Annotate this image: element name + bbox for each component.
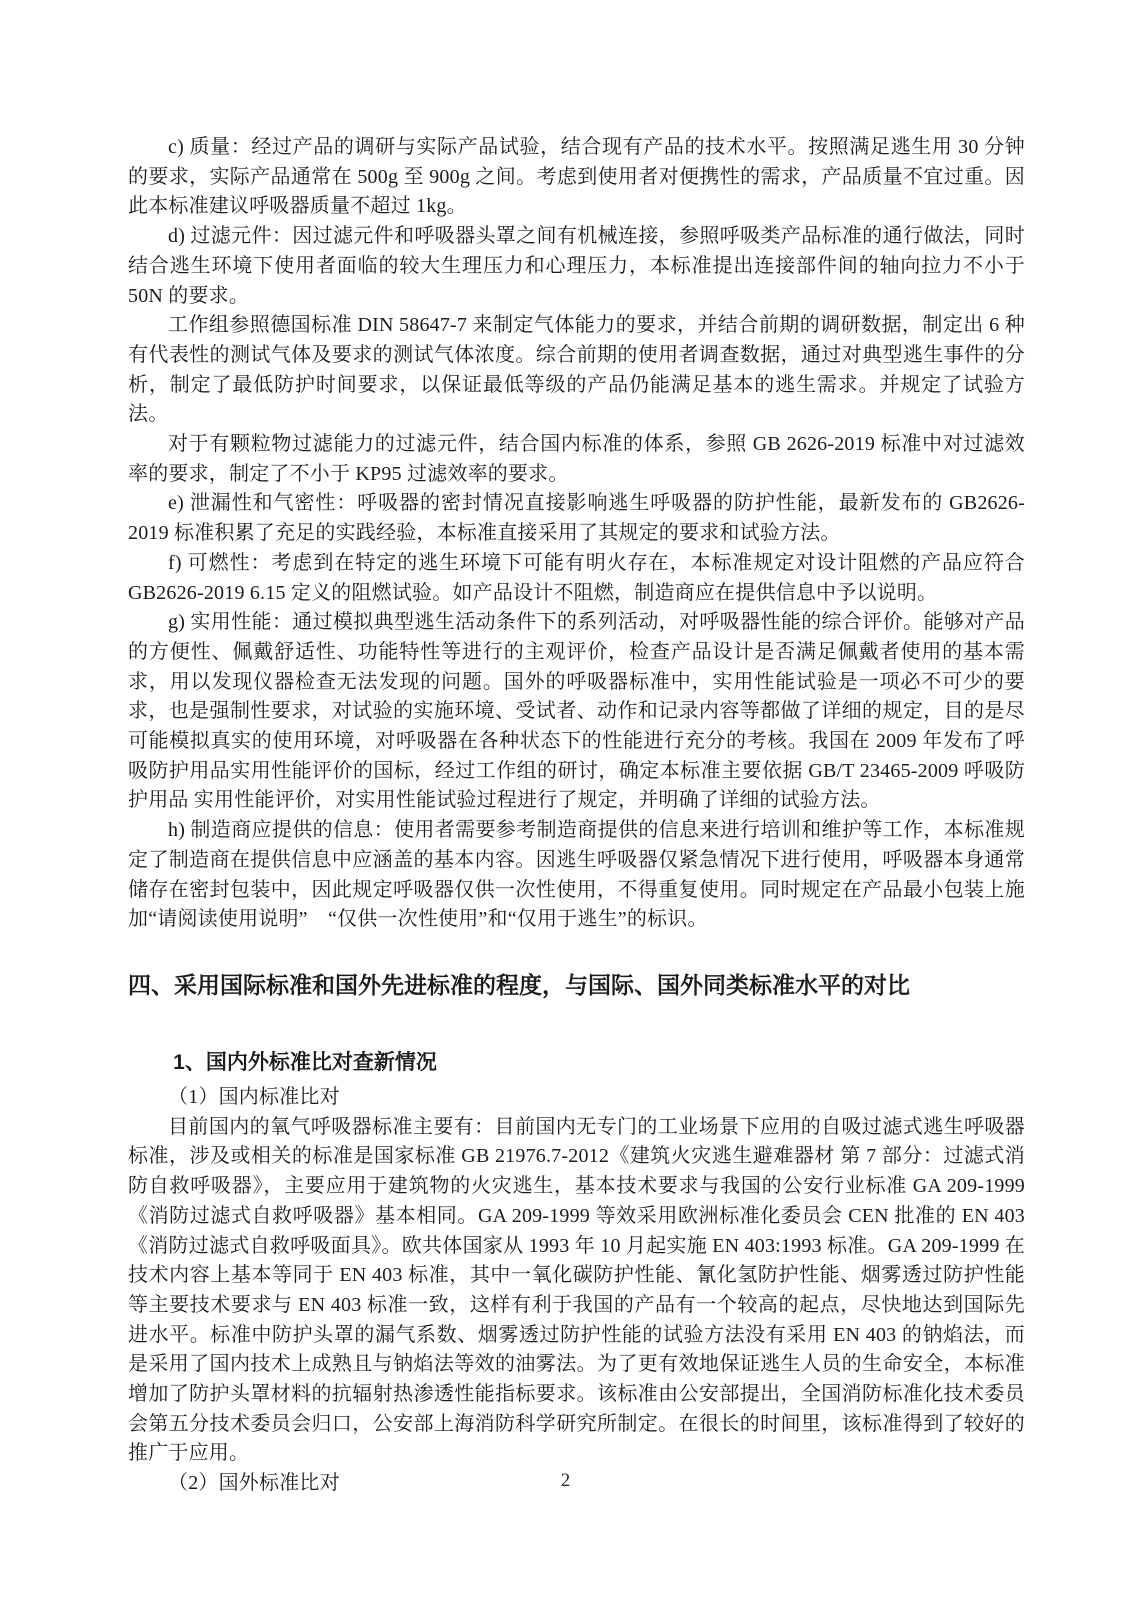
paragraph: （2）国外标准比对 — [168, 1472, 340, 1495]
section-heading2: 1、国内外标准比对查新情况 — [173, 1050, 437, 1074]
paragraph: （1）国内标准比对 — [168, 1085, 340, 1108]
document-body — [128, 133, 1025, 1499]
paragraph: f) 可燃性：考虑到在特定的逃生环境下可能有明火存在，本标准规定对设计阻燃的产品应符合 GB2626-2019 6.15 定义的阻燃试验。如产品设计不阻燃，制造商应在提供信息中予以说明。 — [128, 551, 1025, 604]
paragraph: 目前国内的氧气呼吸器标准主要有：目前国内无专门的工业场景下应用的自吸过滤式逃生呼吸器标准，涉及或相关的标准是国家标准 GB 21976.7-2012《建筑火灾逃生避难器材 第 7 部分：过滤式消防自救呼吸器》，主要应用于建筑物的火灾逃生，基本技术要求与我国的公安行业标准 GA 209-1999《消防过滤式自救呼吸器》基本相同。GA 209-1999 等效采用欧洲标准化委员会 CEN 批准的 EN 403《消防过滤式自救呼吸面具》。欧共体国家从 1993 年 10 月起实施 EN 403:1993 标准。GA 209-1999 在技术内容上基本等同于 EN 403 标准，其中一氧化碳防护性能、氰化氢防护性能、烟雾透过防护性能等主要技术要求与 EN 403 标准一致，这样有利于我国的产品有一个较高的起点，尽快地达到国际先进水平。标准中防护头罩的漏气系数、烟雾透过防护性能的试验方法没有采用 EN 403 的钠焰法，而是采用了国内技术上成熟且与钠焰法等效的油雾法。为了更有效地保证逃生人员的生命安全，本标准增加了防护头罩材料的抗辐射热渗透性能指标要求。该标准由公安部提出，全国消防标准化技术委员会第五分技术委员会归口，公安部上海消防科学研究所制定。在很长的时间里，该标准得到了较好的推广于应用。 — [128, 1115, 1025, 1465]
paragraph: g) 实用性能：通过模拟典型逃生活动条件下的系列活动，对呼吸器性能的综合评价。能够对产品的方便性、佩戴舒适性、功能特性等进行的主观评价，检查产品设计是否满足佩戴者使用的基本需求，用以发现仪器检查无法发现的问题。国外的呼吸器标准中，实用性能试验是一项必不可少的要求，也是强制性要求，对试验的实施环境、受试者、动作和记录内容等都做了详细的规定，目的是尽可能模拟真实的使用环境，对呼吸器在各种状态下的性能进行充分的考核。我国在 2009 年发布了呼吸防护用品实用性能评价的国标，经过工作组的研讨，确定本标准主要依据 GB/T 23465-2009 呼吸防护用品 实用性能评价，对实用性能试验过程进行了规定，并明确了详细的试验方法。 — [128, 611, 1025, 812]
section-heading1: 四、采用国际标准和国外先进标准的程度，与国际、国外同类标准水平的对比 — [128, 971, 910, 998]
paragraph: e) 泄漏性和气密性：呼吸器的密封情况直接影响逃生呼吸器的防护性能，最新发布的 GB2626-2019 标准积累了充足的实践经验，本标准直接采用了其规定的要求和试验方法。 — [128, 492, 1025, 545]
paragraph: 对于有颗粒物过滤能力的过滤元件，结合国内标准的体系，参照 GB 2626-2019 标准中对过滤效率的要求，制定了不小于 KP95 过滤效率的要求。 — [128, 433, 1025, 485]
paragraph: h) 制造商应提供的信息：使用者需要参考制造商提供的信息来进行培训和维护等工作，本标准规定了制造商在提供信息中应涵盖的基本内容。因逃生呼吸器仅紧急情况下进行使用，呼吸器本身通常储存在密封包装中，因此规定呼吸器仅供一次性使用，不得重复使用。同时规定在产品最小包装上施加“请阅读使用说明” “仅供一次性使用”和“仅用于逃生”的标识。 — [128, 819, 1025, 931]
paragraph: c) 质量：经过产品的调研与实际产品试验，结合现有产品的技术水平。按照满足逃生用 30 分钟的要求，实际产品通常在 500g 至 900g 之间。考虑到使用者对便携性的需求，产品质量不宜过重。因此本标准建议呼吸器质量不超过 1kg。 — [128, 136, 1025, 218]
paragraph: 工作组参照德国标准 DIN 58647-7 来制定气体能力的要求，并结合前期的调研数据，制定出 6 种有代表性的测试气体及要求的测试气体浓度。综合前期的使用者调查数据，通过对典型逃生事件的分析，制定了最低防护时间要求，以保证最低等级的产品仍能满足基本的逃生需求。并规定了试验方法。 — [128, 314, 1026, 426]
page-number: 2 — [560, 1470, 571, 1491]
paragraph: d) 过滤元件：因过滤元件和呼吸器头罩之间有机械连接，参照呼吸类产品标准的通行做法，同时结合逃生环境下使用者面临的较大生理压力和心理压力，本标准提出连接部件间的轴向拉力不小于 50N 的要求。 — [128, 225, 1025, 307]
